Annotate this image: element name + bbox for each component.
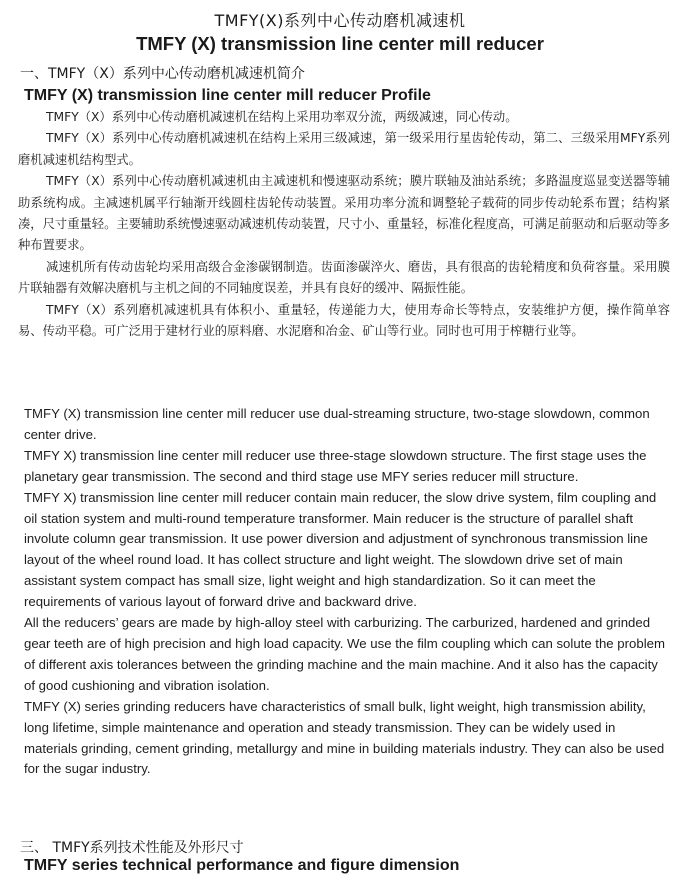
chinese-description [18, 107, 670, 342]
document-title-english: TMFY (X) transmission line center mill reducer [136, 33, 544, 54]
section-3-heading-chinese: 三、 TMFY系列技术性能及外形尺寸 [20, 840, 244, 856]
en-paragraph: TMFY (X) transmission line center mill reducer use dual-streaming structure, two-stage slowdown, common center drive. [24, 406, 650, 442]
document-title-chinese: TMFY(X)系列中心传动磨机减速机 [214, 11, 466, 30]
en-paragraph: TMFY X) transmission line center mill reducer use three-stage slowdown structure. The first stage uses the planetary gear transmission. The second and third stage use MFY series reducer mill structure. [24, 447, 647, 484]
cn-paragraph: TMFY（X）系列磨机减速机具有体积小、重量轻，传递能力大，使用寿命长等特点，安装维护方便，操作简单容易、传动平稳。可广泛用于建材行业的原料磨、水泥磨和冶金、矿山等行业。同时也可用于榨糖行业等。 [18, 302, 670, 339]
cn-paragraph: TMFY（X）系列中心传动磨机减速机在结构上采用功率双分流，两级减速，同心传动。 [46, 110, 518, 124]
section-1-heading-english: TMFY (X) transmission line center mill reducer Profile [24, 87, 431, 104]
en-paragraph: TMFY (X) series grinding reducers have characteristics of small bulk, light weight, high transmission ability, long lifetime, simple maintenance and operation and steady transmission. They can be widely used in materials grinding, cement grinding, metallurgy and mine in building materials industry. They can also be used for the sugar industry. [24, 698, 665, 777]
section-3-heading-english: TMFY series technical performance and figure dimension [24, 857, 460, 874]
en-paragraph: All the reducers’ gears are made by high-alloy steel with carburizing. The carburized, hardened and grinded gear teeth are of high precision and high load capacity. We use the film coupling which can solute the problem of different axis tolerances between the grinding machine and the main machine. And it also has the capacity of good cushioning and vibration isolation. [24, 615, 665, 693]
english-description [24, 404, 670, 780]
en-paragraph: TMFY X) transmission line center mill reducer contain main reducer, the slow drive system, film coupling and oil station system and multi-round temperature transformer. Main reducer is the structure of parallel shaft involute column gear transmission. It use power diversion and adjustment of synchronous transmission line layout of the wheel round load. It has collect structure and light weight. The slowdown drive set of main assistant system compact has small size, light weight and high standardization. So it can meet the requirements of various layout of forward drive and backward drive. [24, 489, 657, 610]
cn-paragraph: TMFY（X）系列中心传动磨机减速机在结构上采用三级减速，第一级采用行星齿轮传动，第二、三级采用MFY系列磨机减速机结构型式。 [18, 131, 670, 167]
section-1-heading-chinese: 一、TMFY（X）系列中心传动磨机减速机简介 [20, 66, 305, 82]
cn-paragraph: 减速机所有传动齿轮均采用高级合金渗碳钢制造。齿面渗碳淬火、磨齿，具有很高的齿轮精度和负荷容量。采用膜片联轴器有效解决磨机与主机之间的不同轴度误差，并具有良好的缓冲、隔振性能。 [18, 259, 670, 296]
cn-paragraph: TMFY（X）系列中心传动磨机减速机由主减速机和慢速驱动系统；膜片联轴及油站系统；多路温度巡显变送器等辅助系统构成。主减速机属平行轴渐开线圆柱齿轮传动装置。采用功率分流和调整轮子载荷的同步传动轮系布置；结构紧凑，尺寸重量轻。主要辅助系统慢速驱动减速机传动装置，尺寸小、重量轻，标准化程度高，可满足前驱动和后驱动等多种布置要求。 [18, 174, 670, 253]
